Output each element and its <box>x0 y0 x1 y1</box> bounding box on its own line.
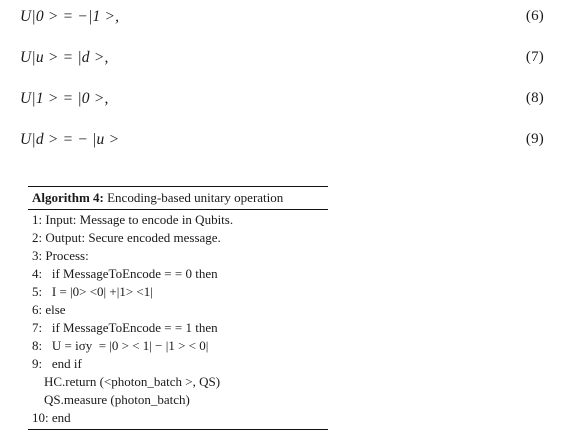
algorithm-title-text: Encoding-based unitary operation <box>107 190 284 205</box>
equation-8-expression: U|1 > = |0 >, <box>20 90 109 107</box>
algorithm-line: 8: U = iσy = |0 > < 1| − |1 > < 0| <box>32 338 209 353</box>
equation-9-number: (9) <box>525 131 544 147</box>
equation-6-number: (6) <box>525 8 544 24</box>
equation-9-expression: U|d > = − |u > <box>20 131 120 148</box>
algorithm-line: 10: end <box>32 410 71 425</box>
algorithm-line: 7: if MessageToEncode = = 1 then <box>32 320 218 335</box>
algorithm-body <box>28 210 328 429</box>
equation-6 <box>20 8 544 30</box>
algorithm-line: 9: end if <box>32 356 82 371</box>
algorithm-line: 5: I = |0> <0| +|1> <1| <box>32 284 153 299</box>
algorithm-line: 2: Output: Secure encoded message. <box>32 230 221 245</box>
equation-7-number: (7) <box>525 49 544 65</box>
equation-7 <box>20 49 544 71</box>
algorithm-line: 4: if MessageToEncode = = 0 then <box>32 266 218 281</box>
equation-8-number: (8) <box>525 90 544 106</box>
algorithm-line: QS.measure (photon_batch) <box>44 392 190 407</box>
algorithm-line: 6: else <box>32 302 66 317</box>
equation-9 <box>20 131 544 153</box>
algorithm-title <box>28 187 328 209</box>
algorithm-line: 3: Process: <box>32 248 89 263</box>
algorithm-label: Algorithm 4: <box>32 190 104 205</box>
equation-7-expression: U|u > = |d >, <box>20 49 109 66</box>
algorithm-line: HC.return (<photon_batch >, QS) <box>44 374 221 389</box>
algorithm-bottom-rule <box>28 429 328 430</box>
algorithm-box <box>28 186 328 430</box>
algorithm-line: 1: Input: Message to encode in Qubits. <box>32 212 234 227</box>
equation-8 <box>20 90 544 112</box>
equation-6-expression: U|0 > = −|1 >, <box>20 8 120 25</box>
